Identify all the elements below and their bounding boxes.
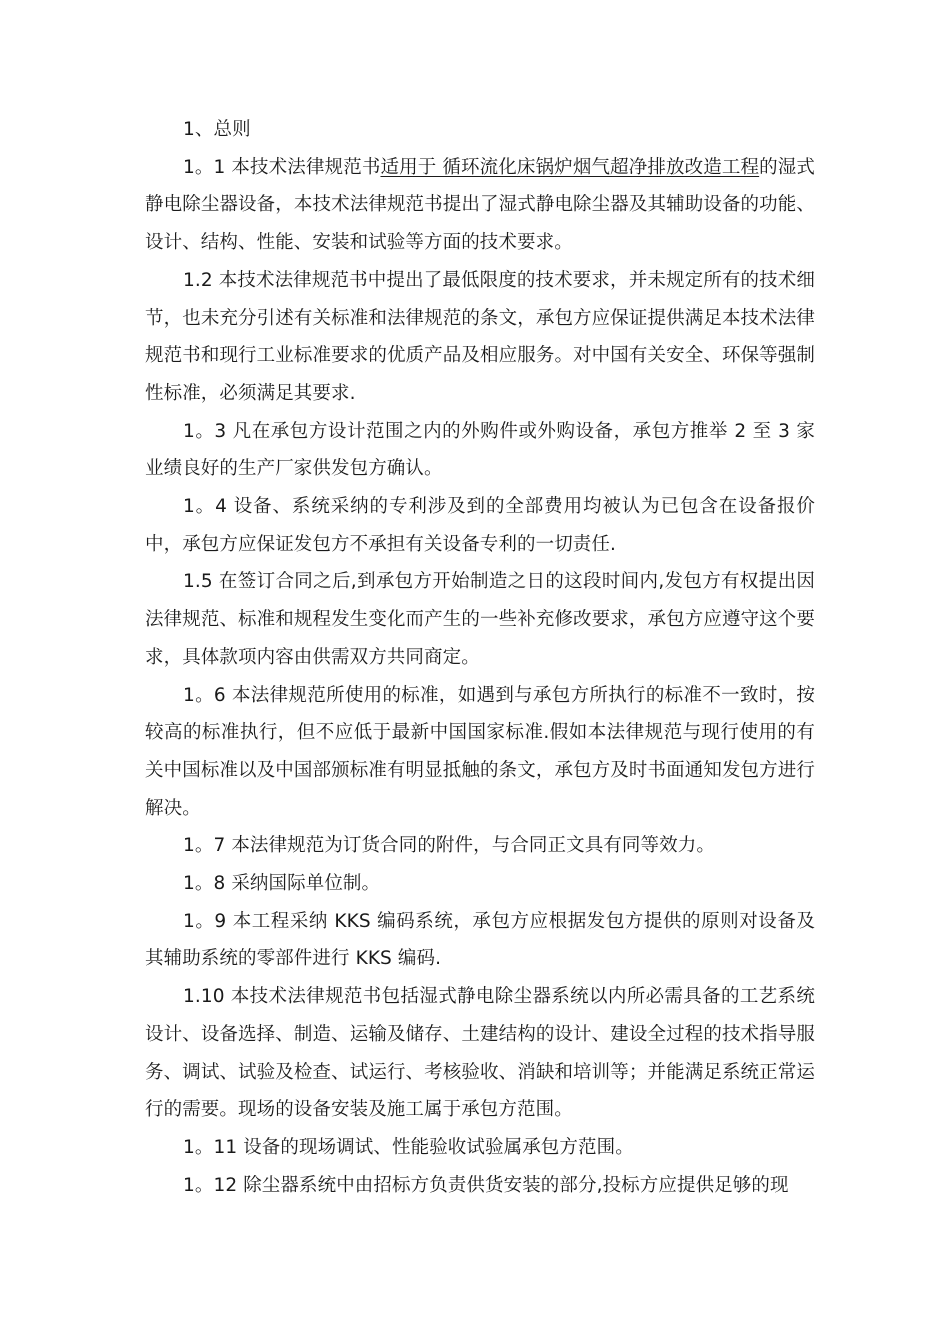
paragraph-1-10: 1.10 本技术法律规范书包括湿式静电除尘器系统以内所必需具备的工艺系统设计、设备选择、制造、运输及储存、土建结构的设计、建设全过程的技术指导服务、调试、试验及检查、试运行、考核验收、消缺和培训等；并能满足系统正常运行的需要。现场的设备安装及施工属于承包方范围。 — [145, 986, 815, 1121]
paragraph-1-8: 1。8 采纳国际单位制。 — [183, 873, 381, 895]
project-name-underlined: 适用于 循环流化床锅炉烟气超净排放改造工程 — [380, 156, 760, 178]
paragraph-1-2: 1.2 本技术法律规范书中提出了最低限度的技术要求，并未规定所有的技术细节，也未充分引述有关标准和法律规范的条文，承包方应保证提供满足本技术法律规范书和现行工业标准要求的优质产品及相应服务。对中国有关安全、环保等强制性标准，必须满足其要求. — [145, 269, 815, 404]
section-heading: 1、总则 — [183, 119, 251, 140]
paragraph-1-5: 1.5 在签订合同之后,到承包方开始制造之日的这段时间内,发包方有权提出因法律规范、标准和规程发生变化而产生的一些补充修改要求，承包方应遵守这个要求，具体款项内容由供需双方共同商定。 — [145, 571, 815, 668]
paragraph-1-3: 1。3 凡在承包方设计范围之内的外购件或外购设备，承包方推举 2 至 3 家业绩良好的生产厂家供发包方确认。 — [145, 420, 815, 480]
paragraph-1-4: 1。4 设备、系统采纳的专利涉及到的全部费用均被认为已包含在设备报价中，承包方应保证发包方不承担有关设备专利的一切责任. — [145, 496, 815, 555]
paragraph-1-7: 1。7 本法律规范为订货合同的附件，与合同正文具有同等效力。 — [183, 835, 715, 857]
paragraph-1-1-prefix: 1。1 本技术法律规范书 — [183, 156, 381, 178]
document-body — [145, 111, 815, 1204]
paragraph-1-6: 1。6 本法律规范所使用的标准，如遇到与承包方所执行的标准不一致时，按较高的标准执行，但不应低于最新中国国家标准.假如本法律规范与现行使用的有关中国标准以及中国部颁标准有明显抵触的条文，承包方及时书面通知发包方进行解决。 — [145, 684, 815, 819]
paragraph-1-9: 1。9 本工程采纳 KKS 编码系统，承包方应根据发包方提供的原则对设备及其辅助系统的零部件进行 KKS 编码. — [145, 910, 815, 970]
paragraph-1-1-suffix: 的湿式静电除尘器设备，本技术法律规范书提出了湿式静电除尘器及其辅助设备的功能、设计、结构、性能、安装和试验等方面的技术要求。 — [145, 156, 816, 254]
paragraph-1-1 — [145, 149, 815, 262]
paragraph-1-12: 1。12 除尘器系统中由招标方负责供货安装的部分,投标方应提供足够的现 — [183, 1174, 789, 1196]
paragraph-1-11: 1。11 设备的现场调试、性能验收试验属承包方范围。 — [183, 1136, 634, 1158]
